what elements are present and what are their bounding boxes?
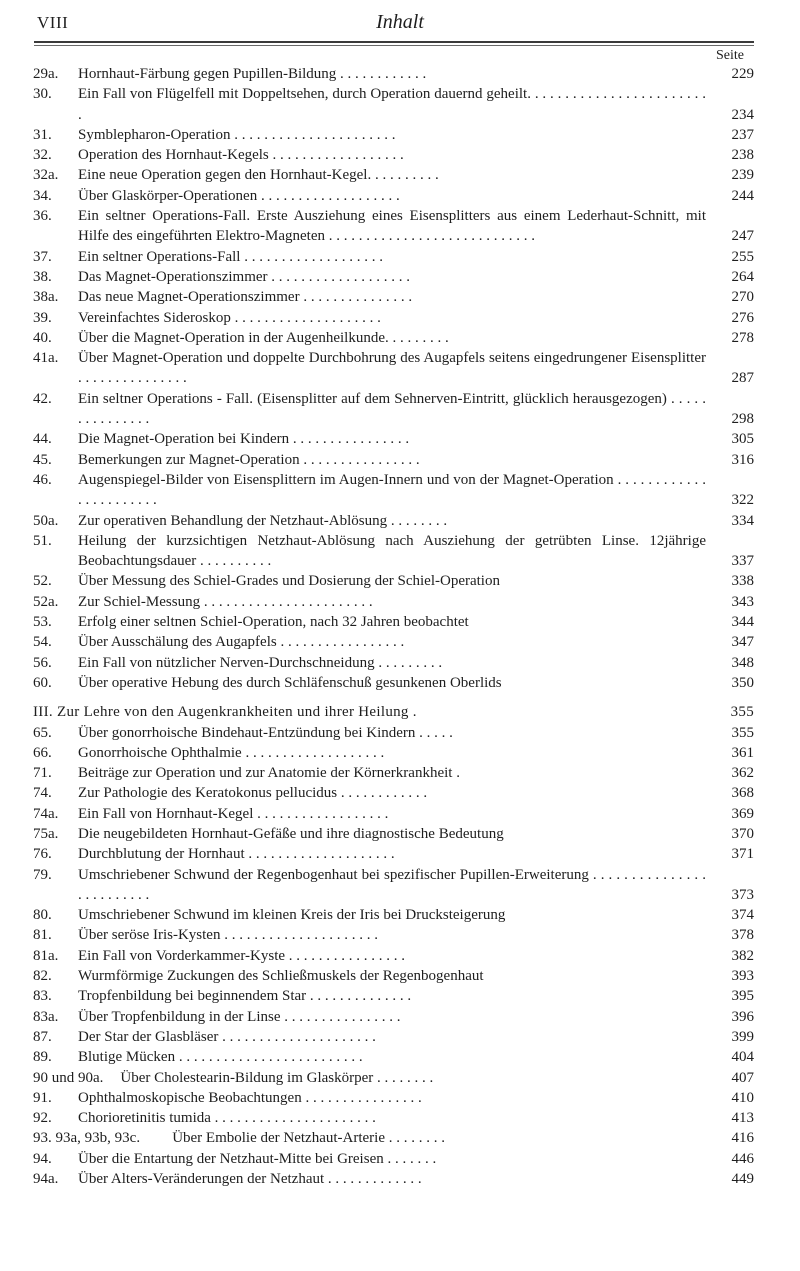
entry-page: 255	[731, 248, 754, 265]
entry-number: 56.	[33, 654, 52, 671]
entry-number: 31.	[33, 126, 52, 143]
toc-entry	[33, 125, 754, 145]
entry-page: 373	[731, 886, 754, 903]
entry-number: 38.	[33, 268, 52, 285]
entry-title: Chorioretinitis tumida . . . . . . . . . . . . . . . . . . . . . .	[78, 1110, 376, 1127]
entry-number: 45.	[33, 451, 52, 468]
toc-entry	[33, 1169, 754, 1189]
running-title: Inhalt	[376, 11, 424, 33]
entry-number: 89.	[33, 1049, 52, 1066]
entry-title: Der Star der Glasbläser . . . . . . . . . . . . . . . . . . . . .	[78, 1028, 376, 1045]
toc-entry	[33, 612, 754, 632]
header-rule-thick	[34, 41, 754, 43]
entry-title: Über Magnet-Operation und doppelte Durchbohrung des Augapfels seitens eingedrungener Eisensplitter . . . . . . . . . . . . . . .	[78, 350, 706, 387]
toc-entry	[33, 328, 754, 348]
entry-number: 39.	[33, 309, 52, 326]
entry-page: 368	[731, 785, 754, 802]
entry-title: Wurmförmige Zuckungen des Schließmuskels der Regenbogenhaut	[78, 968, 484, 985]
toc-entry	[33, 84, 754, 125]
entry-number: 53.	[33, 614, 52, 631]
entry-title: Über Cholestearin-Bildung im Glaskörper . . . . . . . .	[120, 1069, 434, 1086]
entry-number: 87.	[33, 1028, 52, 1045]
toc-entry	[33, 1149, 754, 1169]
toc-entry	[33, 865, 754, 906]
entry-page: 278	[731, 329, 754, 346]
entry-number: 32.	[33, 147, 52, 164]
toc-entry	[33, 844, 754, 864]
entry-number: 51.	[33, 532, 52, 549]
entry-number: 75a.	[33, 825, 59, 842]
entry-number: 44.	[33, 431, 52, 448]
entry-page: 305	[731, 431, 754, 448]
entry-number: 94.	[33, 1150, 52, 1167]
entry-number: 52.	[33, 573, 52, 590]
entry-number: 80.	[33, 907, 52, 924]
section-spacer	[33, 693, 754, 702]
toc-entry	[33, 165, 754, 185]
toc-entry	[33, 450, 754, 470]
entry-title: Bemerkungen zur Magnet-Operation . . . . . . . . . . . . . . . .	[78, 451, 420, 468]
entry-page: 446	[731, 1150, 754, 1167]
entry-title: Symblepharon-Operation . . . . . . . . . . . . . . . . . . . . . .	[78, 126, 396, 143]
entry-number: 41a.	[33, 350, 59, 367]
toc-entry	[33, 1007, 754, 1027]
toc-entry	[33, 64, 754, 84]
toc-entry	[33, 804, 754, 824]
toc-entry	[33, 267, 754, 287]
entry-title: Eine neue Operation gegen den Hornhaut-Kegel. . . . . . . . . .	[78, 167, 439, 184]
entry-title: Ein Fall von Vorderkammer-Kyste . . . . . . . . . . . . . . . .	[78, 947, 406, 964]
toc-entry	[33, 247, 754, 267]
entry-number: 83a.	[33, 1008, 59, 1025]
entry-page: 337	[731, 553, 754, 570]
toc-entry	[33, 1108, 754, 1128]
entry-page: 407	[731, 1069, 754, 1086]
toc-entry	[33, 1047, 754, 1067]
entry-page: 344	[731, 614, 754, 631]
entry-title: Über Embolie der Netzhaut-Arterie . . . . . . . .	[172, 1130, 446, 1147]
entry-number: 38a.	[33, 289, 59, 306]
entry-page: 239	[731, 167, 754, 184]
entry-title: Zur Pathologie des Keratokonus pellucidus . . . . . . . . . . . .	[78, 785, 428, 802]
entry-page: 382	[731, 947, 754, 964]
entry-number: 74a.	[33, 805, 59, 822]
entry-number: 30.	[33, 86, 52, 103]
entry-title: Über Alters-Veränderungen der Netzhaut . . . . . . . . . . . . .	[78, 1171, 422, 1188]
entry-title: Über Tropfenbildung in der Linse . . . . . . . . . . . . . . . .	[78, 1008, 401, 1025]
entry-page: 343	[731, 593, 754, 610]
entry-title: Über Ausschälung des Augapfels . . . . . . . . . . . . . . . . .	[78, 634, 405, 651]
toc-entry	[33, 348, 754, 389]
entry-number: 29a.	[33, 66, 59, 82]
entry-number: 81.	[33, 927, 52, 944]
toc-entry	[33, 743, 754, 763]
toc-entry	[33, 632, 754, 652]
entry-page: 237	[731, 126, 754, 143]
toc-entry	[33, 925, 754, 945]
entry-number: 92.	[33, 1110, 52, 1127]
entry-page: 229	[731, 66, 754, 82]
entry-number: 40.	[33, 329, 52, 346]
entry-number: 91.	[33, 1089, 52, 1106]
entry-page: 355	[731, 724, 754, 741]
entry-title: Beiträge zur Operation und zur Anatomie der Körnerkrankheit .	[78, 765, 460, 782]
entry-page: 234	[731, 106, 754, 123]
entry-page: 410	[731, 1089, 754, 1106]
entry-page: 298	[731, 411, 754, 428]
entry-page: 413	[731, 1110, 754, 1127]
entry-number: 42.	[33, 390, 52, 407]
toc-entry	[33, 986, 754, 1006]
entry-page: 370	[731, 825, 754, 842]
entry-number: 76.	[33, 846, 52, 863]
entry-number: 81a.	[33, 947, 59, 964]
entry-title: Über operative Hebung des durch Schläfenschuß gesunkenen Oberlids	[78, 674, 502, 691]
entry-page: 362	[731, 765, 754, 782]
entry-number: 90 und 90a.	[33, 1069, 104, 1086]
entry-title: Ophthalmoskopische Beobachtungen . . . . . . . . . . . . . . . .	[78, 1089, 422, 1106]
entry-page: 270	[731, 289, 754, 306]
toc-entry	[33, 966, 754, 986]
entry-page: 371	[731, 846, 754, 863]
toc-entry	[33, 1027, 754, 1047]
toc-entry	[33, 673, 754, 693]
entry-title: Über seröse Iris-Kysten . . . . . . . . . . . . . . . . . . . . .	[78, 927, 378, 944]
section-heading	[33, 702, 754, 722]
toc-entry	[33, 470, 754, 511]
entry-page: 393	[731, 968, 754, 985]
entry-title: Das neue Magnet-Operationszimmer . . . . . . . . . . . . . . .	[78, 289, 413, 306]
entry-number: 66.	[33, 744, 52, 761]
entry-title: Umschriebener Schwund der Regenbogenhaut bei spezifischer Pupillen-Erweiterung . . . . . . . . . . . . . . . . . . . . . . . . .	[78, 866, 706, 903]
toc-entry	[33, 723, 754, 743]
entry-number: 71.	[33, 765, 52, 782]
toc-entry	[33, 511, 754, 531]
entry-title: Ein Fall von Hornhaut-Kegel . . . . . . . . . . . . . . . . . .	[78, 805, 389, 822]
entry-number: 79.	[33, 866, 52, 883]
entry-page: 247	[731, 228, 754, 245]
toc-entry	[33, 905, 754, 925]
entry-title: Über gonorrhoische Bindehaut-Entzündung bei Kindern . . . . .	[78, 724, 453, 741]
entry-page: 374	[731, 907, 754, 924]
toc-entry	[33, 1128, 754, 1148]
toc-entry	[33, 531, 754, 572]
entry-title: Durchblutung der Hornhaut . . . . . . . . . . . . . . . . . . . .	[78, 846, 395, 863]
entry-page: 395	[731, 988, 754, 1005]
entry-number: 36.	[33, 208, 52, 225]
entry-title: Ein seltner Operations - Fall. (Eisensplitter auf dem Sehnerven-Eintritt, glücklich herausgezogen) . . . . . . . . . . . . . . .	[78, 390, 706, 428]
entry-page: 338	[731, 573, 754, 590]
entry-title: Erfolg einer seltnen Schiel-Operation, nach 32 Jahren beobachtet	[78, 614, 469, 631]
entry-number: 37.	[33, 248, 52, 265]
entry-page: 416	[731, 1130, 754, 1147]
entry-number: 82.	[33, 968, 52, 985]
entry-page: 322	[731, 492, 754, 509]
entry-number: 32a.	[33, 167, 59, 184]
entry-title: Ein Fall von Flügelfell mit Doppeltsehen, durch Operation dauernd geheilt. . . . . . . . . . . . . . . . . . . . . . . . .	[78, 86, 706, 123]
toc-entry	[33, 763, 754, 783]
entry-page: 264	[731, 268, 754, 285]
entry-number: 83.	[33, 988, 52, 1005]
toc-entry	[33, 946, 754, 966]
entry-page: 396	[731, 1008, 754, 1025]
entry-number: 60.	[33, 674, 52, 691]
header-rule-thin	[34, 45, 754, 46]
section-title: III. Zur Lehre von den Augenkrankheiten und ihrer Heilung .	[33, 704, 417, 721]
toc-entry	[33, 389, 754, 430]
entry-number: 65.	[33, 724, 52, 741]
page-header	[0, 0, 800, 40]
toc-entry	[33, 592, 754, 612]
entry-page: 399	[731, 1028, 754, 1045]
toc-entry	[33, 287, 754, 307]
entry-title: Über die Magnet-Operation in der Augenheilkunde. . . . . . . . .	[78, 329, 449, 346]
entry-page: 287	[731, 370, 754, 387]
entry-page: 369	[731, 805, 754, 822]
entry-page: 350	[731, 674, 754, 691]
toc-entry	[33, 571, 754, 591]
toc-entry	[33, 824, 754, 844]
toc-entry	[33, 1068, 754, 1088]
entry-title: Das Magnet-Operationszimmer . . . . . . . . . . . . . . . . . . .	[78, 268, 411, 285]
entry-number: 34.	[33, 187, 52, 204]
entry-page: 348	[731, 654, 754, 671]
toc-entry	[33, 783, 754, 803]
entry-title: Über Glaskörper-Operationen . . . . . . . . . . . . . . . . . . .	[78, 187, 400, 204]
entry-title: Heilung der kurzsichtigen Netzhaut-Ablösung nach Ausziehung der getrübten Linse. 12jährige Beobachtungsdauer . . . . . . . . . .	[78, 532, 706, 570]
entry-title: Über die Entartung der Netzhaut-Mitte bei Greisen . . . . . . .	[78, 1150, 437, 1167]
entry-title: Ein seltner Operations-Fall . . . . . . . . . . . . . . . . . . .	[78, 248, 383, 265]
entry-number: 74.	[33, 785, 52, 802]
entry-number: 50a.	[33, 512, 59, 529]
entry-number: 54.	[33, 634, 52, 651]
entry-page: 361	[731, 744, 754, 761]
entry-page: 276	[731, 309, 754, 326]
toc-entry	[33, 1088, 754, 1108]
entry-title: Umschriebener Schwund im kleinen Kreis der Iris bei Drucksteigerung	[78, 907, 506, 924]
entry-title: Tropfenbildung bei beginnendem Star . . . . . . . . . . . . . .	[78, 988, 412, 1005]
entry-title: Ein seltner Operations-Fall. Erste Ausziehung eines Eisensplitters aus einem Lederhaut-Schnitt, mit Hilfe des eingeführten Elektro-Magneten . . . . . . . . . . . . . . . . . . . . . . . . . . . .	[78, 208, 706, 245]
entry-title: Gonorrhoische Ophthalmie . . . . . . . . . . . . . . . . . . .	[78, 744, 385, 761]
page-number: VIII	[37, 13, 69, 32]
entry-number: 46.	[33, 471, 52, 488]
toc-entry	[33, 206, 754, 247]
page-column-label: Seite	[716, 48, 744, 63]
toc-entry	[33, 308, 754, 328]
entry-number: 52a.	[33, 593, 59, 610]
entry-page: 334	[731, 512, 754, 529]
entry-number: 94a.	[33, 1171, 59, 1188]
entry-page: 316	[731, 451, 754, 468]
entry-title: Die Magnet-Operation bei Kindern . . . . . . . . . . . . . . . .	[78, 431, 410, 448]
entry-page: 449	[731, 1171, 754, 1188]
entry-page: 238	[731, 147, 754, 164]
entry-page: 244	[731, 187, 754, 204]
entry-page: 347	[731, 634, 754, 651]
entry-title: Hornhaut-Färbung gegen Pupillen-Bildung . . . . . . . . . . . .	[78, 66, 427, 82]
entry-title: Vereinfachtes Sideroskop . . . . . . . . . . . . . . . . . . . .	[78, 309, 381, 326]
entry-number: 93. 93a, 93b, 93c.	[33, 1130, 141, 1147]
entry-title: Blutige Mücken . . . . . . . . . . . . . . . . . . . . . . . . .	[78, 1049, 363, 1066]
toc-entry	[33, 429, 754, 449]
entry-title: Die neugebildeten Hornhaut-Gefäße und ihre diagnostische Bedeutung	[78, 825, 504, 842]
entry-title: Zur Schiel-Messung . . . . . . . . . . . . . . . . . . . . . . .	[78, 593, 373, 610]
entry-title: Ein Fall von nützlicher Nerven-Durchschneidung . . . . . . . . .	[78, 654, 443, 671]
table-of-contents	[33, 64, 754, 1189]
entry-page: 378	[731, 927, 754, 944]
toc-entry	[33, 653, 754, 673]
entry-title: Über Messung des Schiel-Grades und Dosierung der Schiel-Operation	[78, 573, 500, 590]
section-page: 355	[730, 704, 754, 721]
entry-page: 404	[731, 1049, 754, 1066]
entry-title: Augenspiegel-Bilder von Eisensplittern im Augen-Innern und von der Magnet-Operation . . . . . . . . . . . . . . . . . . . . . . .	[78, 471, 706, 509]
entry-title: Operation des Hornhaut-Kegels . . . . . . . . . . . . . . . . . .	[78, 147, 404, 164]
toc-entry	[33, 186, 754, 206]
entry-title: Zur operativen Behandlung der Netzhaut-Ablösung . . . . . . . .	[78, 512, 448, 529]
toc-entry	[33, 145, 754, 165]
